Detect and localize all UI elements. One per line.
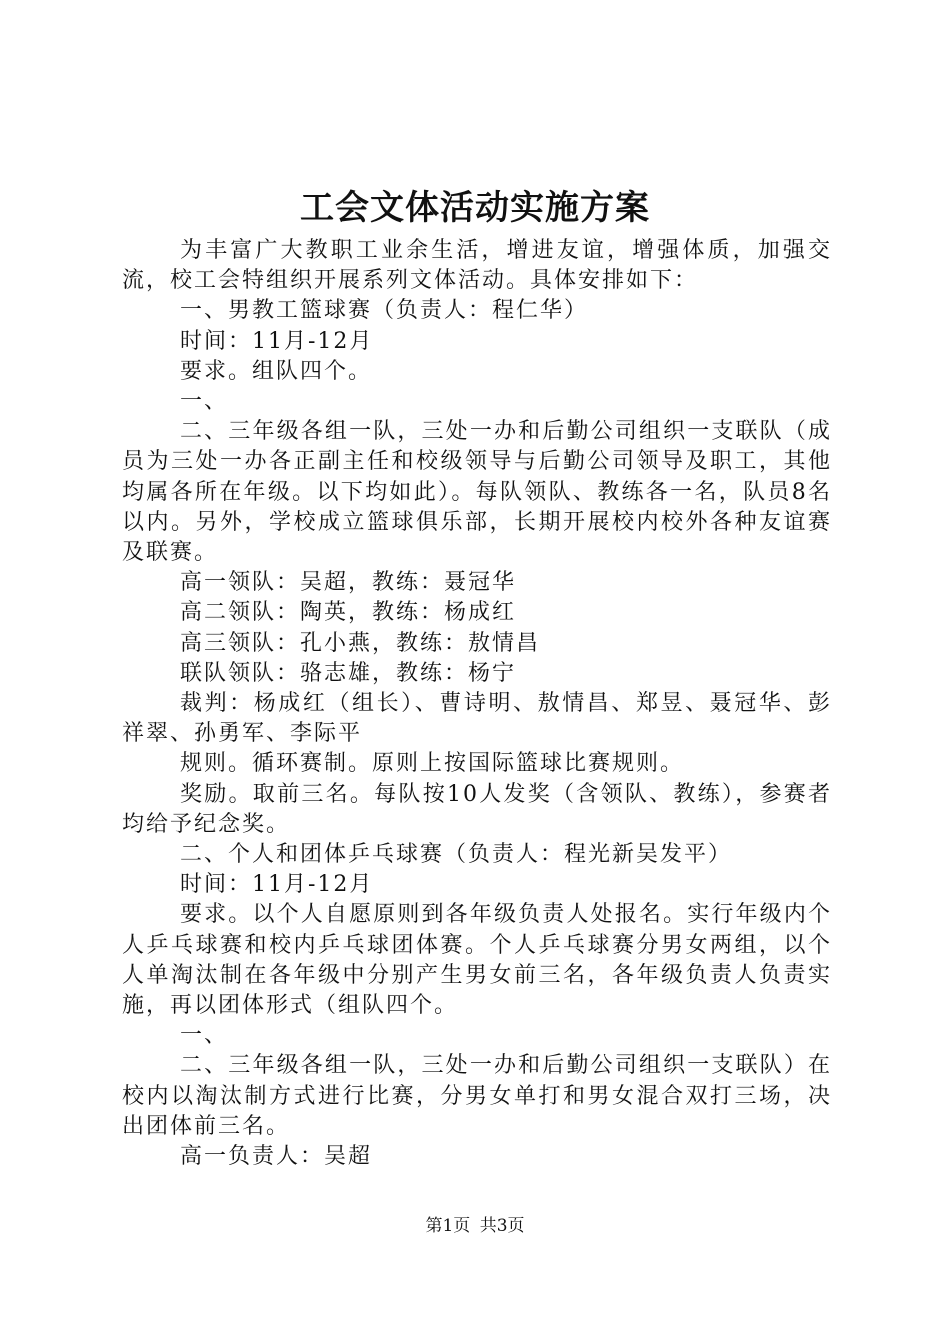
- pingpong-list-marker: 一、: [180, 1023, 229, 1049]
- basketball-referees: 裁判：杨成红（组长）、曹诗明、敖情昌、郑昱、聂冠华、彭祥翠、孙勇军、李际平: [122, 691, 832, 747]
- basketball-awards: 奖励。取前三名。每队按10人发奖（含领队、教练），参赛者均给予纪念奖。: [122, 781, 832, 837]
- basketball-time: 时间：11月-12月: [180, 328, 374, 354]
- page-number: 第1页: [425, 1216, 471, 1236]
- intro-paragraph: 为丰富广大教职工业余生活，增进友谊，增强体质，加强交流，校工会特组织开展系列文体活动。具体安排如下：: [122, 238, 832, 294]
- pingpong-team-paragraph: 二、三年级各组一队，三处一办和后勤公司组织一支联队）在校内以淘汰制方式进行比赛，分男女单打和男女混合双打三场，决出团体前三名。: [122, 1053, 832, 1139]
- document-body: [122, 236, 832, 1172]
- document-title: 工会文体活动实施方案: [300, 188, 650, 228]
- basketball-rules: 规则。循环赛制。原则上按国际篮球比赛规则。: [180, 751, 685, 777]
- basketball-requirement: 要求。组队四个。: [180, 358, 373, 384]
- basketball-joint-leader: 联队领队：骆志雄，教练：杨宁: [180, 660, 517, 686]
- pingpong-grade1-leader: 高一负责人：吴超: [180, 1144, 373, 1170]
- section-pingpong-heading: 二、个人和团体乒乓球赛（负责人：程光新吴发平）: [180, 842, 733, 868]
- section-basketball-heading: 一、男教工篮球赛（负责人：程仁华）: [180, 298, 589, 324]
- pingpong-time: 时间：11月-12月: [180, 872, 374, 898]
- basketball-team-paragraph: 二、三年级各组一队，三处一办和后勤公司组织一支联队（成员为三处一办各正副主任和校级领导与后勤公司领导及职工，其他均属各所在年级。以下均如此）。每队领队、教练各一名，队员8名以内。另外，学校成立篮球俱乐部，长期开展校内校外各种友谊赛及联赛。: [122, 419, 832, 566]
- page-total: 共3页: [479, 1216, 525, 1236]
- page-footer: [0, 1214, 950, 1238]
- basketball-list-marker: 一、: [180, 389, 229, 415]
- basketball-grade1-leader: 高一领队：吴超，教练：聂冠华: [180, 570, 517, 596]
- basketball-grade2-leader: 高二领队：陶英，教练：杨成红: [180, 600, 517, 626]
- basketball-grade3-leader: 高三领队：孔小燕，教练：敖情昌: [180, 630, 541, 656]
- pingpong-requirement: 要求。以个人自愿原则到各年级负责人处报名。实行年级内个人乒乓球赛和校内乒乓球团体赛。个人乒乓球赛分男女两组，以个人单淘汰制在各年级中分别产生男女前三名，各年级负责人负责实施，再以团体形式（组队四个。: [122, 902, 832, 1019]
